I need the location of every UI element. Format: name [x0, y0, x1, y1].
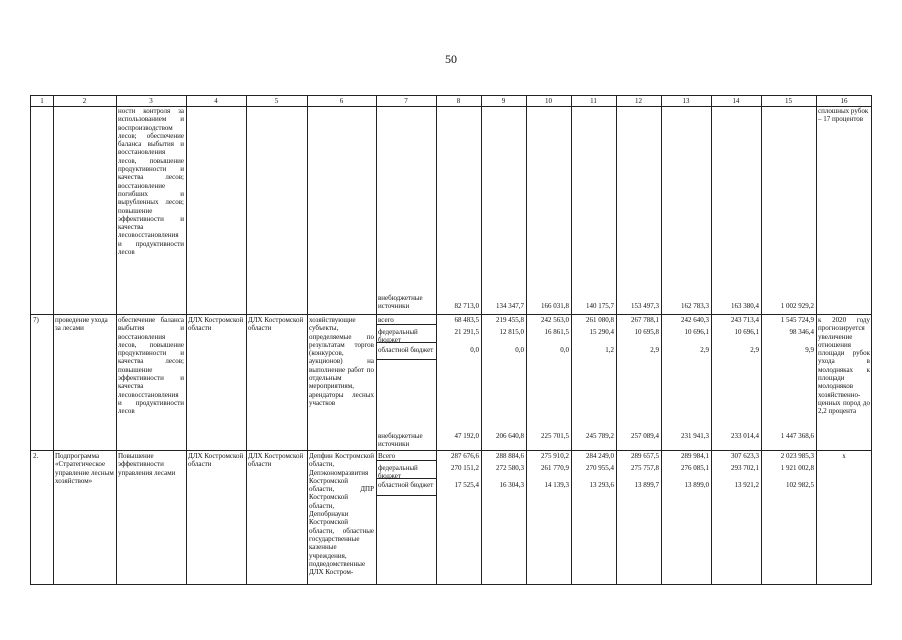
- table-row-divider: [31, 314, 871, 315]
- indicator-text: сплошных рубок – 17 процентов: [818, 107, 869, 124]
- amount-cell: 1 002 929,2: [780, 302, 814, 310]
- indicator-text: к 2020 году прогнозируется увеличение отношения площади рубок ухода в молодняках к площади молодняков хозяйственно-ценных пород до 2,2 процента: [818, 316, 870, 416]
- amount-cell: 267 788,1: [631, 316, 659, 324]
- table-column-divider: [711, 96, 712, 584]
- amount-cell: 270 151,2: [451, 464, 479, 472]
- amount-cell: 231 941,3: [681, 432, 709, 440]
- amount-cell: 233 014,4: [731, 432, 759, 440]
- amount-cell: 2,9: [700, 346, 709, 354]
- amount-cell: 102 982,5: [786, 481, 814, 489]
- amount-cell: 270 955,4: [586, 464, 614, 472]
- participants-text: хозяйствующие субъекты, определяемые по результатам торгов (конкурсов, аукционов) на выполнение работ по отдельным мероприятиям, арендаторы лесных участков: [309, 316, 374, 407]
- amount-cell: 219 455,8: [496, 316, 524, 324]
- column-header: 4: [214, 97, 218, 105]
- amount-cell: 162 783,3: [681, 302, 709, 310]
- amount-cell: 163 380,4: [731, 302, 759, 310]
- amount-cell: 275 757,8: [631, 464, 659, 472]
- column-header: 3: [149, 97, 153, 105]
- source-label: всего: [378, 316, 394, 324]
- measure-name: проведение ухода за лесами: [55, 316, 108, 333]
- source-divider: [376, 495, 436, 496]
- amount-cell: 289 984,1: [681, 452, 709, 460]
- amount-cell: 17 525,4: [454, 481, 479, 489]
- amount-cell: 257 089,4: [631, 432, 659, 440]
- amount-cell: 276 085,1: [681, 464, 709, 472]
- column-header: 13: [682, 97, 690, 105]
- amount-cell: 13 293,6: [589, 481, 614, 489]
- amount-cell: 14 139,3: [544, 481, 569, 489]
- column-header: 14: [732, 97, 740, 105]
- amount-cell: 153 497,3: [631, 302, 659, 310]
- table-column-divider: [246, 96, 247, 584]
- amount-cell: 13 899,7: [634, 481, 659, 489]
- amount-cell: 261 080,8: [586, 316, 614, 324]
- amount-cell: 13 899,0: [684, 481, 709, 489]
- amount-cell: 243 713,4: [731, 316, 759, 324]
- table-column-divider: [307, 96, 308, 584]
- table-column-divider: [53, 96, 54, 584]
- page-number: 50: [445, 52, 457, 66]
- executor-text: ДЛХ Костромской области: [188, 316, 244, 333]
- source-label: областной бюджет: [378, 346, 434, 354]
- amount-cell: 206 640,8: [496, 432, 524, 440]
- coexecutor-text: ДЛХ Костромской области: [248, 316, 304, 333]
- amount-cell: 10 696,1: [734, 328, 759, 336]
- table-column-divider: [526, 96, 527, 584]
- table-column-divider: [616, 96, 617, 584]
- amount-cell: 284 249,0: [586, 452, 614, 460]
- table-column-divider: [376, 96, 377, 584]
- goal-text: обеспечение баланса выбытия и восстановления лесов, повышение продуктивности и качества лесов; повышение эффективности и качества лесовосстановления и продуктивности лесов: [118, 316, 184, 416]
- column-header: 9: [501, 97, 506, 105]
- amount-cell: 307 623,3: [731, 452, 759, 460]
- amount-cell: 242 563,0: [541, 316, 569, 324]
- amount-cell: 13 921,2: [734, 481, 759, 489]
- budget-table: [30, 95, 872, 585]
- column-header: 15: [785, 97, 792, 105]
- amount-cell: 134 347,7: [496, 302, 524, 310]
- amount-cell: 287 676,6: [451, 452, 479, 460]
- goal-text: ности контроля за использованием и воспроизводством лесов; обеспечение баланса выбытия и восстановления лесов, повышение продуктивности и качества лесов; восстановление погибших и вырубленных лесов; повышение эффективности и качества лесовосстановления и продуктивности лесов: [118, 107, 184, 257]
- amount-cell: 10 696,1: [684, 328, 709, 336]
- table-row-divider: [31, 450, 871, 451]
- table-column-divider: [186, 96, 187, 584]
- table-column-divider: [116, 96, 117, 584]
- amount-cell: 2,9: [750, 346, 759, 354]
- amount-cell: 12 815,0: [499, 328, 524, 336]
- amount-cell: 272 580,3: [496, 464, 524, 472]
- column-header: 1: [40, 97, 44, 105]
- amount-cell: 1 921 002,8: [780, 464, 814, 472]
- source-label: Всего: [378, 452, 396, 460]
- participants-text: Депфин Костромской области, Депэкономразвития Костромской области, ДПР Костромской области, Депобрнауки Костромской области, областные государственные казенные учреждения, подведомственные ДЛХ Костром-: [309, 452, 374, 577]
- subprogram-name: Подпрограмма «Стратегическое управление лесным хозяйством»: [55, 452, 114, 485]
- amount-cell: 1,2: [605, 346, 614, 354]
- amount-cell: 289 657,5: [631, 452, 659, 460]
- amount-cell: 16 861,5: [544, 328, 569, 336]
- amount-cell: 9,9: [805, 346, 814, 354]
- column-header: 11: [590, 97, 597, 105]
- table-column-divider: [816, 96, 817, 584]
- table-column-divider: [481, 96, 482, 584]
- amount-cell: 82 713,0: [454, 302, 479, 310]
- table-column-divider: [436, 96, 437, 584]
- table-column-divider: [661, 96, 662, 584]
- goal-text: Повышение эффективности управления лесами: [118, 452, 176, 477]
- column-header: 7: [404, 97, 408, 105]
- indicator-text: х: [842, 452, 846, 460]
- row-number: 7): [33, 316, 39, 324]
- column-header: 8: [456, 97, 461, 105]
- amount-cell: 1 545 724,9: [780, 316, 814, 324]
- amount-cell: 140 175,7: [586, 302, 614, 310]
- amount-cell: 47 192,0: [454, 432, 479, 440]
- source-label: федеральный бюджет: [378, 464, 418, 481]
- amount-cell: 10 695,8: [634, 328, 659, 336]
- amount-cell: 275 910,2: [541, 452, 569, 460]
- amount-cell: 2 023 985,3: [780, 452, 814, 460]
- source-label: областной бюджет: [378, 481, 434, 489]
- amount-cell: 1 447 368,6: [780, 432, 814, 440]
- column-header: 10: [545, 97, 552, 105]
- amount-cell: 16 304,3: [499, 481, 524, 489]
- column-header: 6: [339, 97, 344, 105]
- source-label: федеральный бюджет: [378, 328, 418, 345]
- source-label: внебюджетные источники: [378, 432, 423, 449]
- executor-text: ДЛХ Костромской области: [188, 452, 244, 469]
- amount-cell: 0,0: [515, 346, 524, 354]
- amount-cell: 288 884,6: [496, 452, 524, 460]
- amount-cell: 245 789,2: [586, 432, 614, 440]
- amount-cell: 15 290,4: [589, 328, 614, 336]
- amount-cell: 261 770,9: [541, 464, 569, 472]
- column-header: 2: [82, 97, 87, 105]
- amount-cell: 242 640,3: [681, 316, 709, 324]
- amount-cell: 166 031,8: [541, 302, 569, 310]
- source-divider: [376, 359, 436, 360]
- coexecutor-text: ДЛХ Костромской области: [248, 452, 304, 469]
- amount-cell: 0,0: [470, 346, 479, 354]
- amount-cell: 0,0: [560, 346, 569, 354]
- column-header: 5: [274, 97, 279, 105]
- column-header: 16: [840, 97, 848, 105]
- amount-cell: 225 701,5: [541, 432, 569, 440]
- amount-cell: 2,9: [650, 346, 659, 354]
- amount-cell: 293 702,1: [731, 464, 759, 472]
- source-label: внебюджетные источники: [378, 294, 423, 311]
- amount-cell: 21 291,5: [454, 328, 479, 336]
- row-number: 2.: [33, 452, 39, 460]
- amount-cell: 68 483,5: [454, 316, 479, 324]
- column-header: 12: [635, 97, 642, 105]
- table-column-divider: [571, 96, 572, 584]
- amount-cell: 98 346,4: [789, 328, 814, 336]
- table-column-divider: [761, 96, 762, 584]
